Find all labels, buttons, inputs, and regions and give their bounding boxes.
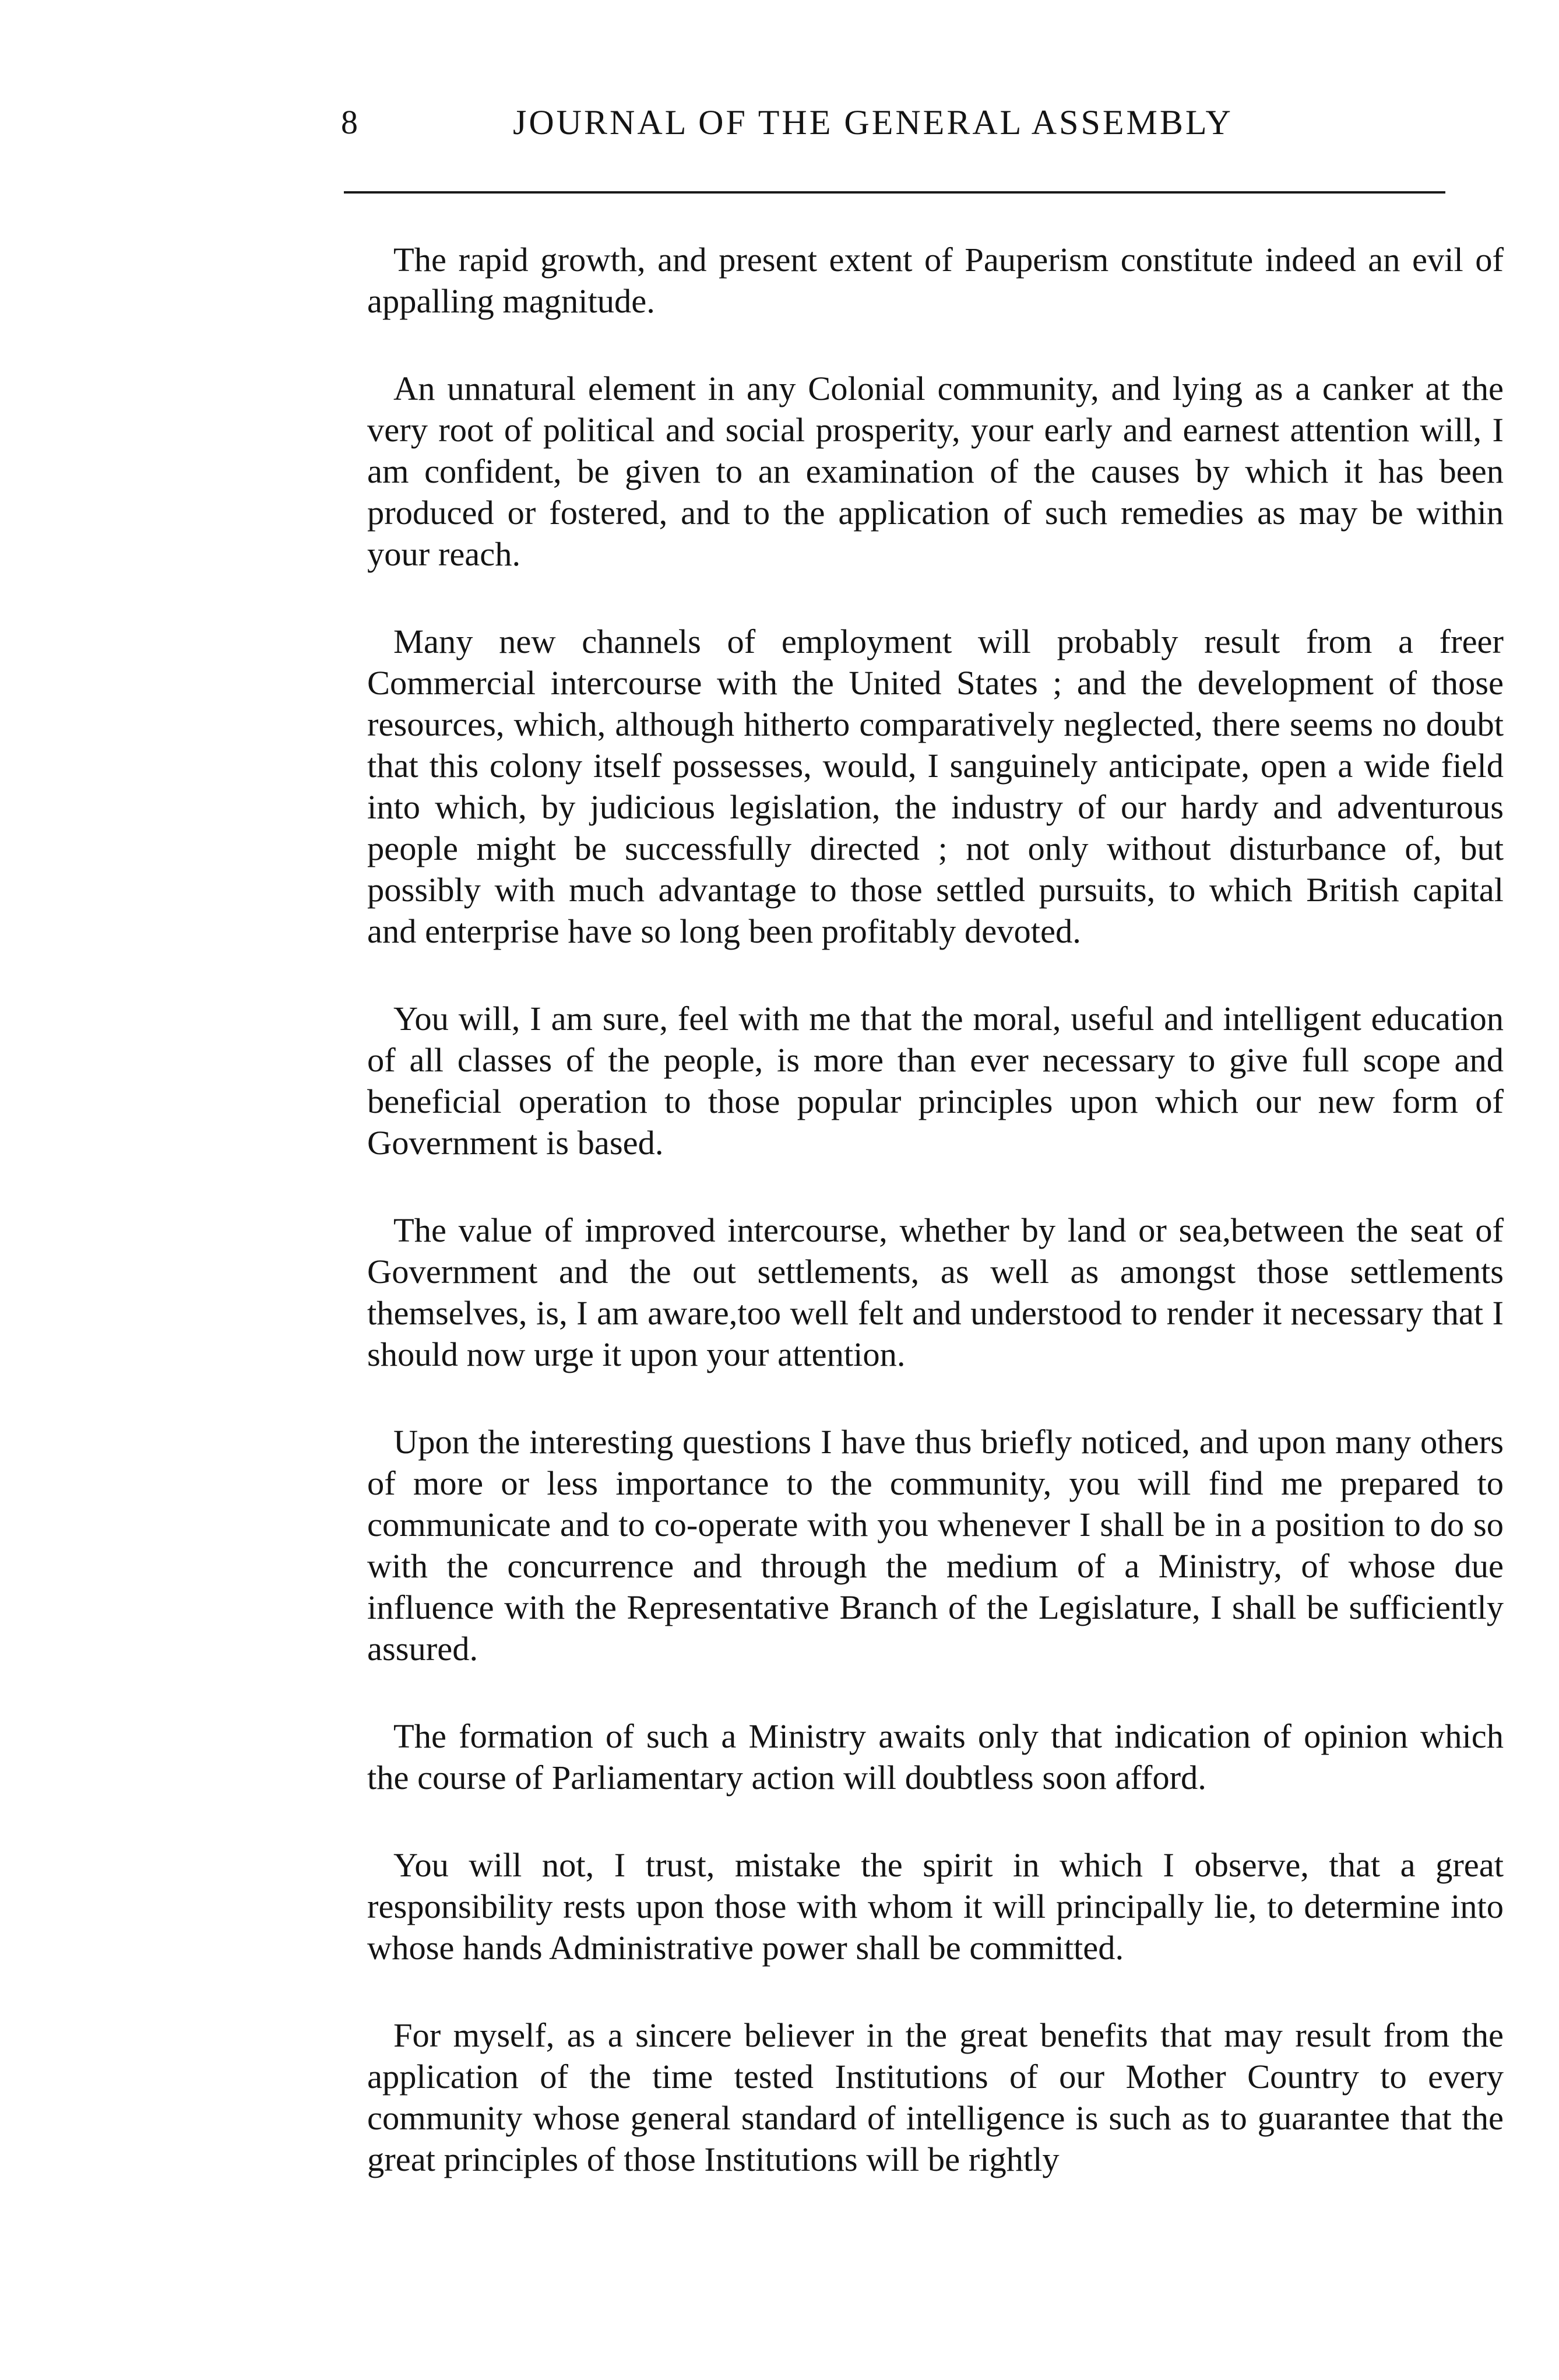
paragraph-intercourse: The value of improved intercourse, whether by land or sea,between the seat of Government and the out settlements, as well as amongst those settlements themselves, is, I am aware,too well felt and understood to render it necessary that I should now urge it upon your attention. bbox=[367, 1211, 1504, 1373]
page-number: 8 bbox=[341, 103, 358, 141]
paragraph-questions: Upon the interesting questions I have thus briefly noticed, and upon many others of more or less importance to the community, you will find me prepared to communicate and to co-operate with you whenever I shall be in a position to do so with the concurrence and through the medium of a Ministry, of whose due influence with the Representative Branch of the Legislature, I shall be sufficiently assured. bbox=[367, 1423, 1504, 1668]
paragraph-education: You will, I am sure, feel with me that the moral, useful and intelligent education of all classes of the people, is more than ever necessary to give full scope and beneficial operation to those popular principles upon which our new form of Government is based. bbox=[367, 1000, 1504, 1162]
paragraph-pauperism: The rapid growth, and present extent of Pauperism constitute indeed an evil of appalling magnitude. bbox=[367, 241, 1504, 320]
paragraph-ministry: The formation of such a Ministry awaits only that indication of opinion which the course of Parliamentary action will doubtless soon afford. bbox=[367, 1717, 1504, 1797]
body-text bbox=[367, 239, 1504, 2180]
running-head: JOURNAL OF THE GENERAL ASSEMBLY bbox=[513, 103, 1233, 142]
page-header bbox=[0, 99, 1559, 146]
paragraph-for-myself: For myself, as a sincere believer in the great benefits that may result from the application of the time tested Institutions of our Mother Country to every community whose general standard of intelligence is such as to guarantee that the great principles of those Institutions will be rightly bbox=[367, 2016, 1504, 2178]
paragraph-unnatural-element: An unnatural element in any Colonial community, and lying as a canker at the very root of political and social prosperity, your early and earnest attention will, I am confident, be given to an examination of the causes by which it has been produced or fostered, and to the application of such remedies as may be within your reach. bbox=[367, 370, 1504, 573]
paragraph-responsibility: You will not, I trust, mistake the spirit in which I observe, that a great responsibility rests upon those with whom it will principally lie, to determine into whose hands Administrative power shall be committed. bbox=[367, 1846, 1504, 1967]
paragraph-employment: Many new channels of employment will probably result from a freer Commercial intercourse with the United States ; and the development of those resources, which, although hitherto comparatively neglected, there seems no doubt that this colony itself possesses, would, I sanguinely anticipate, open a wide field into which, by judicious legislation, the industry of our hardy and adventurous people might be successfully directed ; not only without disturbance of, but possibly with much advantage to those settled pursuits, to which British capital and enterprise have so long been profitably devoted. bbox=[367, 623, 1504, 950]
header-rule bbox=[344, 191, 1445, 194]
